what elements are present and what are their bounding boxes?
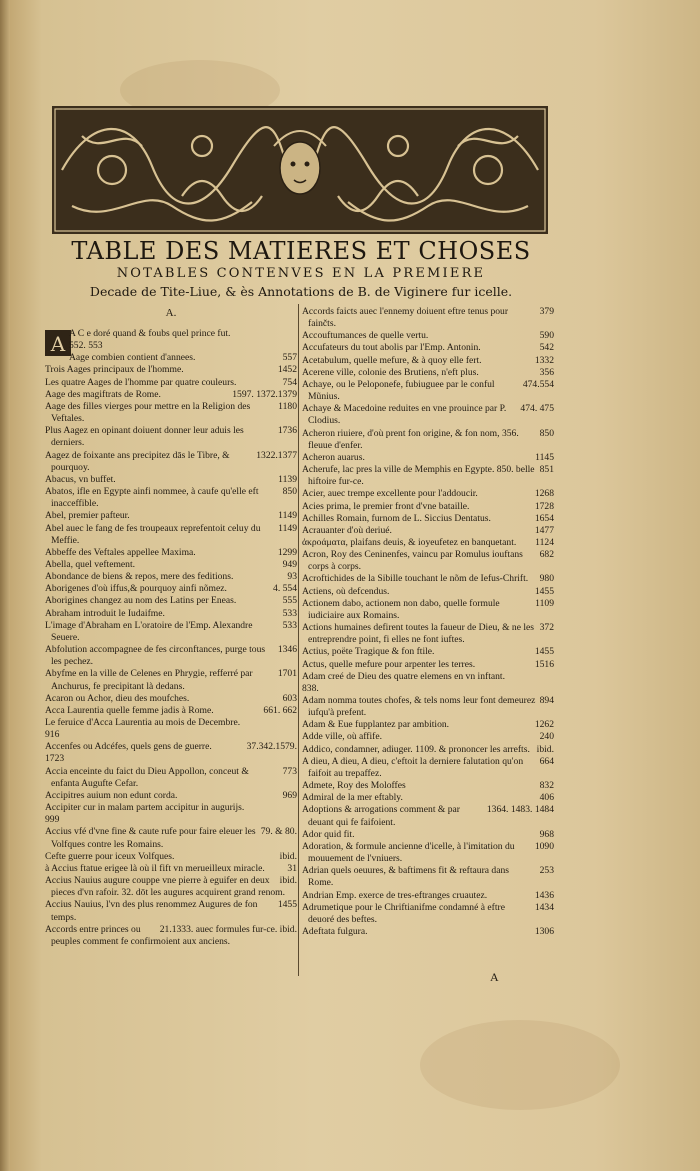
index-entry bbox=[45, 851, 297, 863]
index-entry bbox=[302, 659, 554, 671]
index-entry bbox=[302, 549, 554, 573]
page-reference: 21.1333. auec formules fur-ce. ibid. bbox=[159, 923, 297, 935]
entry-text: Addico, condamner, adiuger. 1109. & prononcer les arrefts. bbox=[302, 743, 530, 755]
section-letter: A. bbox=[165, 307, 177, 319]
page-reference: 555 bbox=[282, 595, 297, 607]
page-reference: 832 bbox=[539, 780, 554, 792]
page-subtitle-2: Decade de Tite-Liue, & ès Annotations de B. de Viginere fur icelle. bbox=[89, 284, 513, 299]
index-entry bbox=[302, 452, 554, 464]
page-reference: 1268 bbox=[534, 488, 554, 500]
entry-text: Accipitres auium non edunt corda. bbox=[45, 789, 178, 801]
entry-text: Accenfes ou Adcéfes, quels gens de guerre. bbox=[45, 741, 212, 753]
entry-text: Admiral de la mer eftably. bbox=[302, 792, 403, 804]
page-reference: 682 bbox=[539, 549, 554, 561]
page-reference: 372 bbox=[539, 622, 554, 634]
entry-text: Aage combien contient d'annees. bbox=[69, 352, 196, 364]
entry-text: Aage des magiftrats de Rome. bbox=[45, 388, 161, 400]
entry-text: Actus, quelle mefure pour arpenter les terres. bbox=[302, 658, 476, 670]
index-entry bbox=[302, 367, 554, 379]
entry-text: Adam creé de Dieu des quatre elemens en vn inftant. bbox=[302, 670, 505, 682]
index-entry bbox=[45, 377, 297, 389]
index-entry bbox=[302, 525, 554, 537]
entry-text: Accia enceinte du faict du Dieu Appollon, conceut & enfanta Augufte Cefar. bbox=[45, 765, 249, 789]
page-reference: 1516 bbox=[534, 658, 554, 670]
entry-text: Acaron ou Achor, dieu des moufches. bbox=[45, 692, 190, 704]
index-entry bbox=[302, 780, 554, 792]
page-reference: 379 bbox=[539, 306, 554, 317]
page-reference: 851 bbox=[539, 464, 554, 476]
index-entry bbox=[302, 501, 554, 513]
title-block bbox=[46, 236, 556, 302]
page-reference: 1728 bbox=[534, 500, 554, 512]
index-entry bbox=[302, 731, 554, 743]
index-entry bbox=[45, 875, 297, 899]
index-entry bbox=[45, 668, 297, 692]
index-entry bbox=[45, 863, 297, 875]
index-entry bbox=[45, 364, 297, 376]
entry-text: Acrauanter d'où deriué. bbox=[302, 524, 392, 536]
page-gutter-shadow bbox=[0, 0, 10, 1171]
page-reference: 1139 bbox=[278, 473, 297, 485]
entry-text: Actius, poëte Tragique & fon ftile. bbox=[302, 646, 435, 658]
index-entry bbox=[302, 865, 554, 889]
index-left-column bbox=[45, 306, 297, 948]
entry-text: Abfolution accompagnee de fes circonftances, purge tous les pechez. bbox=[45, 644, 266, 668]
page-reference: 603 bbox=[282, 692, 297, 704]
page-title: TABLE DES MATIERES ET CHOSES bbox=[71, 237, 531, 265]
entry-text: 916 bbox=[45, 729, 60, 741]
index-entry bbox=[302, 792, 554, 804]
index-entry bbox=[302, 671, 554, 683]
index-entry bbox=[45, 547, 297, 559]
index-entry bbox=[302, 573, 554, 585]
page-subtitle: NOTABLES CONTENVES EN LA PREMIERE bbox=[116, 266, 486, 281]
page-reference: 1477 bbox=[534, 524, 554, 536]
paper-stain bbox=[420, 1020, 620, 1110]
index-entry bbox=[302, 744, 554, 756]
page-reference: 1299 bbox=[277, 546, 297, 558]
page-reference: 474. 475 bbox=[520, 403, 554, 415]
index-entry bbox=[45, 790, 297, 802]
index-entry bbox=[45, 425, 297, 449]
page-reference: 79. & 80. bbox=[260, 826, 297, 838]
index-entry bbox=[302, 428, 554, 452]
index-entry bbox=[45, 340, 297, 352]
entry-text: Adam nomma toutes chofes, & tels noms leur font demeurez iufqu'à prefent. bbox=[302, 695, 536, 719]
entry-text: Abondance de biens & repos, mere des feditions. bbox=[45, 571, 234, 583]
entry-text: Aborigenes d'où iffus,& pourquoy ainfi nõmez. bbox=[45, 583, 227, 595]
page-reference: 1090 bbox=[534, 840, 554, 852]
page-reference: 474.554 bbox=[522, 378, 554, 390]
index-entry bbox=[45, 717, 297, 729]
entry-text: Adoptions & arrogations comment & par deuant qui fe faifoient. bbox=[302, 804, 461, 828]
index-entry bbox=[302, 306, 554, 330]
index-entry bbox=[302, 890, 554, 902]
page-reference: 1145 bbox=[535, 451, 554, 463]
index-entry bbox=[45, 899, 297, 923]
entry-text: Aage des filles vierges pour mettre en la Religion des Veftales. bbox=[45, 400, 251, 425]
index-entry bbox=[45, 705, 297, 717]
page-reference: 754 bbox=[282, 376, 297, 388]
index-entry bbox=[302, 926, 554, 938]
page-reference: 850 bbox=[282, 486, 297, 498]
index-entry bbox=[302, 646, 554, 658]
page-reference: 980 bbox=[539, 573, 554, 585]
index-entry bbox=[45, 450, 297, 474]
entry-text: 552. 553 bbox=[69, 340, 103, 352]
entry-text: Achaye, ou le Peloponefe, fubiuguee par le conful Mũnius. bbox=[302, 378, 495, 403]
entry-text: Acherufe, lac pres la ville de Memphis en Egypte. 850. belle hiftoire fur-ce. bbox=[302, 464, 535, 488]
entry-text: Acheron riuiere, d'où prent fon origine, & fon nom, 356. fleuue d'enfer. bbox=[302, 427, 519, 451]
signature-mark: A bbox=[490, 970, 499, 984]
index-entry bbox=[45, 474, 297, 486]
entry-text: Acheron auarus. bbox=[302, 451, 365, 463]
page-reference: 968 bbox=[539, 828, 554, 840]
entry-text: Adrian quels oeuures, & baftimens fit & reftaura dans Rome. bbox=[302, 865, 510, 889]
page-reference: 406 bbox=[539, 792, 554, 804]
index-entry bbox=[302, 695, 554, 719]
page-reference: 1124 bbox=[535, 536, 554, 548]
entry-text: Achaye & Macedoine reduites en vne prouince par P. Clodius. bbox=[302, 403, 507, 427]
index-entry bbox=[302, 902, 554, 926]
index-right-column bbox=[302, 306, 554, 938]
page-reference: 894 bbox=[539, 695, 554, 706]
page-reference: 1597. 1372.1379 bbox=[232, 388, 297, 400]
entry-text: Accius Nauius, l'vn des plus renommez Augures de fon temps. bbox=[45, 899, 258, 923]
index-entry bbox=[45, 583, 297, 595]
entry-text: 838. bbox=[302, 682, 319, 694]
entry-text: L'image d'Abraham en L'oratoire de l'Emp. Alexandre Seuere. bbox=[45, 619, 253, 643]
index-entry bbox=[302, 804, 554, 828]
index-entry bbox=[45, 510, 297, 522]
entry-text: Ador quid fit. bbox=[302, 828, 355, 840]
index-entry bbox=[45, 766, 297, 790]
entry-text: Accipiter cur in malam partem accipitur in augurijs. bbox=[45, 802, 245, 814]
entry-text: Adrumetique pour le Chriftianifme condamné à eftre deuoré des beftes. bbox=[302, 901, 505, 925]
index-entry bbox=[45, 401, 297, 425]
entry-text: Adoration, & formule ancienne d'icelle, à l'imitation du mouuement de l'vniuers. bbox=[302, 840, 515, 865]
entry-text: Cefte guerre pour iceux Volfques. bbox=[45, 850, 175, 862]
page-reference: 356 bbox=[539, 366, 554, 378]
index-entry bbox=[45, 328, 297, 340]
page-reference: 1436 bbox=[534, 889, 554, 901]
entry-text: Adde ville, où affife. bbox=[302, 731, 383, 743]
index-entry bbox=[45, 802, 297, 814]
index-entry bbox=[45, 571, 297, 583]
entry-text: 1723 bbox=[45, 753, 65, 765]
index-entry bbox=[302, 330, 554, 342]
page-reference: 93 bbox=[287, 571, 297, 583]
index-entry bbox=[302, 598, 554, 622]
entry-text: ἀκροάματα, plaifans deuis, & ioyeufetez en banquetant. bbox=[302, 536, 517, 548]
entry-text: Les quatre Aages de l'homme par quatre couleurs. bbox=[45, 376, 237, 388]
page-reference: ibid. bbox=[279, 875, 297, 887]
entry-text: Abraham introduit le Iudaifme. bbox=[45, 607, 165, 619]
entry-text: Acier, auec trempe excellente pour l'addoucir. bbox=[302, 488, 478, 500]
entry-text: Adeftata fulgura. bbox=[302, 925, 368, 937]
entry-text: Aagez de foixante ans precipitez dās le Tibre, & pourquoy. bbox=[45, 449, 230, 473]
entry-text: Accius Nauius augure couppe vne pierre à eguifer en deux pieces d'vn rafoir. 32. dōt les augures acquirent grand renom. bbox=[45, 875, 286, 899]
entry-text: Acerene ville, colonie des Brutiens, n'eft plus. bbox=[302, 366, 479, 378]
page-reference: 31 bbox=[287, 862, 297, 874]
page-reference: 1455 bbox=[534, 585, 554, 597]
index-entry bbox=[302, 537, 554, 549]
page-reference: 969 bbox=[282, 789, 297, 801]
index-entry bbox=[302, 464, 554, 488]
index-entry bbox=[45, 924, 297, 948]
entry-text: Trois Aages principaux de l'homme. bbox=[45, 364, 184, 376]
page-reference: 1306 bbox=[534, 925, 554, 937]
entry-text: Actiens, où defcendus. bbox=[302, 585, 390, 597]
entry-text: Acca Laurentia quelle femme jadis à Rome. bbox=[45, 704, 214, 716]
page-reference: 1455 bbox=[277, 899, 297, 911]
entry-text: Aborigines changez au nom des Latins per Eneas. bbox=[45, 595, 237, 607]
entry-text: Plus Aagez en opinant doiuent donner leur aduis les derniers. bbox=[45, 425, 244, 449]
entry-text: 999 bbox=[45, 814, 60, 826]
index-entry bbox=[45, 826, 297, 850]
woodcut-headpiece-ornament bbox=[52, 106, 548, 234]
page-reference: 1180 bbox=[278, 400, 297, 412]
index-entry bbox=[45, 644, 297, 668]
index-entry bbox=[302, 719, 554, 731]
page-reference: 240 bbox=[539, 731, 554, 743]
index-entry bbox=[302, 756, 554, 780]
index-entry bbox=[45, 741, 297, 753]
index-entry bbox=[302, 829, 554, 841]
page-reference: 1452 bbox=[277, 364, 297, 376]
page-reference: 37.342.1579. bbox=[246, 741, 297, 753]
page-reference: 4. 554 bbox=[273, 583, 297, 595]
page-reference: 1701 bbox=[277, 668, 297, 680]
index-entry bbox=[45, 595, 297, 607]
index-entry bbox=[45, 814, 297, 826]
page-reference: 542 bbox=[539, 342, 554, 354]
page-reference: 949 bbox=[282, 558, 297, 570]
entry-text: Acies prima, le premier front d'vne bataille. bbox=[302, 500, 470, 512]
entry-text: Abel auec le fang de fes troupeaux reprefentoit celuy du Meffie. bbox=[45, 522, 261, 546]
entry-text: Achilles Romain, furnom de L. Siccius Dentatus. bbox=[302, 512, 491, 524]
page-reference: 1346 bbox=[277, 644, 297, 656]
entry-text: Acetabulum, quelle mefure, & à quoy elle fert. bbox=[302, 354, 482, 366]
entry-text: Accords entre princes ou peuples comment fe confirmoient aux anciens. bbox=[45, 923, 231, 947]
entry-text: Andrian Emp. exerce de tres-eftranges cruautez. bbox=[302, 889, 488, 901]
page-reference: 1332 bbox=[534, 354, 554, 366]
column-divider bbox=[298, 304, 299, 976]
index-entry bbox=[302, 586, 554, 598]
svg-text:A: A bbox=[50, 332, 66, 356]
page-reference: 590 bbox=[539, 330, 554, 342]
page-reference: 557 bbox=[282, 352, 297, 364]
entry-text: Le feruice d'Acca Laurentia au mois de Decembre. bbox=[45, 717, 241, 728]
index-entry bbox=[302, 355, 554, 367]
page-reference: 1455 bbox=[534, 646, 554, 658]
entry-text: Admete, Roy des Moloffes bbox=[302, 780, 406, 792]
index-entry bbox=[45, 486, 297, 510]
index-entry bbox=[45, 729, 297, 741]
page-reference: 773 bbox=[282, 765, 297, 777]
index-entry bbox=[302, 342, 554, 354]
entry-text: Actionem dabo, actionem non dabo, quelle formule iudiciaire aux Romains. bbox=[302, 597, 500, 621]
index-entry bbox=[45, 352, 297, 364]
index-entry bbox=[302, 379, 554, 403]
entry-text: Abyfme en la ville de Celenes en Phrygie, refferré par Anchurus, fe precipitant là dedans. bbox=[45, 668, 253, 692]
entry-text: Actions humaines defirent toutes la faueur de Dieu, & ne les entreprendre point, fi elles ne font iuftes. bbox=[302, 622, 535, 646]
entry-text: Acroftichides de la Sibille touchant le nõm de Iefus-Chrift. bbox=[302, 573, 529, 585]
entry-text: Accouftumances de quelle vertu. bbox=[302, 330, 429, 342]
page-reference: 1364. 1483. 1484 bbox=[486, 804, 554, 816]
index-entry bbox=[302, 513, 554, 525]
index-entry bbox=[45, 389, 297, 401]
entry-text: Acron, Roy des Ceninenfes, vaincu par Romulus iouftans corps à corps. bbox=[302, 549, 523, 573]
entry-text: Abacus, vn buffet. bbox=[45, 473, 116, 485]
index-entry bbox=[45, 693, 297, 705]
entry-text: Abella, quel veftement. bbox=[45, 558, 136, 570]
page-reference: ibid. bbox=[536, 743, 554, 755]
index-entry bbox=[45, 559, 297, 571]
page-reference: 1434 bbox=[534, 901, 554, 913]
index-entry bbox=[45, 523, 297, 547]
page-reference: 253 bbox=[539, 865, 554, 877]
entry-text: Accius vfé d'vne fine & caute rufe pour faire eleuer les Volfques contre les Romains. bbox=[45, 826, 256, 850]
index-entry bbox=[45, 620, 297, 644]
page-reference: 1149 bbox=[278, 522, 297, 534]
index-entry bbox=[302, 622, 554, 646]
index-entry bbox=[45, 753, 297, 765]
page-reference: 664 bbox=[539, 755, 554, 767]
page-reference: 1654 bbox=[534, 512, 554, 524]
page-reference: 1109 bbox=[535, 597, 554, 609]
entry-text: A dieu, A dieu, A dieu, c'eftoit la derniere falutation qu'on faifoit au trepaffez. bbox=[302, 755, 524, 779]
index-entry bbox=[45, 608, 297, 620]
entry-text: Accufateurs du tout abolis par l'Emp. Antonin. bbox=[302, 342, 481, 354]
index-entry bbox=[302, 841, 554, 865]
entry-text: à Accius ftatue erigee là où il fift vn merueilleux miracle. bbox=[45, 862, 265, 874]
page-reference: 850 bbox=[539, 427, 554, 439]
page-reference: 1736 bbox=[277, 425, 297, 437]
index-entry bbox=[302, 683, 554, 695]
entry-text: Abel, premier pafteur. bbox=[45, 510, 130, 522]
page-reference: 533 bbox=[282, 607, 297, 619]
entry-text: A C e doré quand & foubs quel prince fut. bbox=[69, 328, 231, 339]
entry-text: Abatos, ifle en Egypte ainfi nommee, à caufe qu'elle eft inacceffible. bbox=[45, 486, 259, 510]
page-reference: ibid. bbox=[279, 850, 297, 862]
page-reference: 1149 bbox=[278, 510, 297, 522]
index-entry bbox=[302, 488, 554, 500]
entry-text: Accords faicts auec l'ennemy doiuent eftre tenus pour fainčts. bbox=[302, 306, 509, 330]
page-reference: 533 bbox=[282, 619, 297, 631]
index-entry bbox=[302, 403, 554, 427]
page-reference: 1262 bbox=[534, 719, 554, 731]
page-reference: 1322.1377 bbox=[256, 449, 297, 461]
entry-text: Adam & Eue fupplantez par ambition. bbox=[302, 719, 450, 731]
page-reference: 661. 662 bbox=[263, 704, 297, 716]
entry-text: Abbeffe des Veftales appellee Maxima. bbox=[45, 546, 196, 558]
